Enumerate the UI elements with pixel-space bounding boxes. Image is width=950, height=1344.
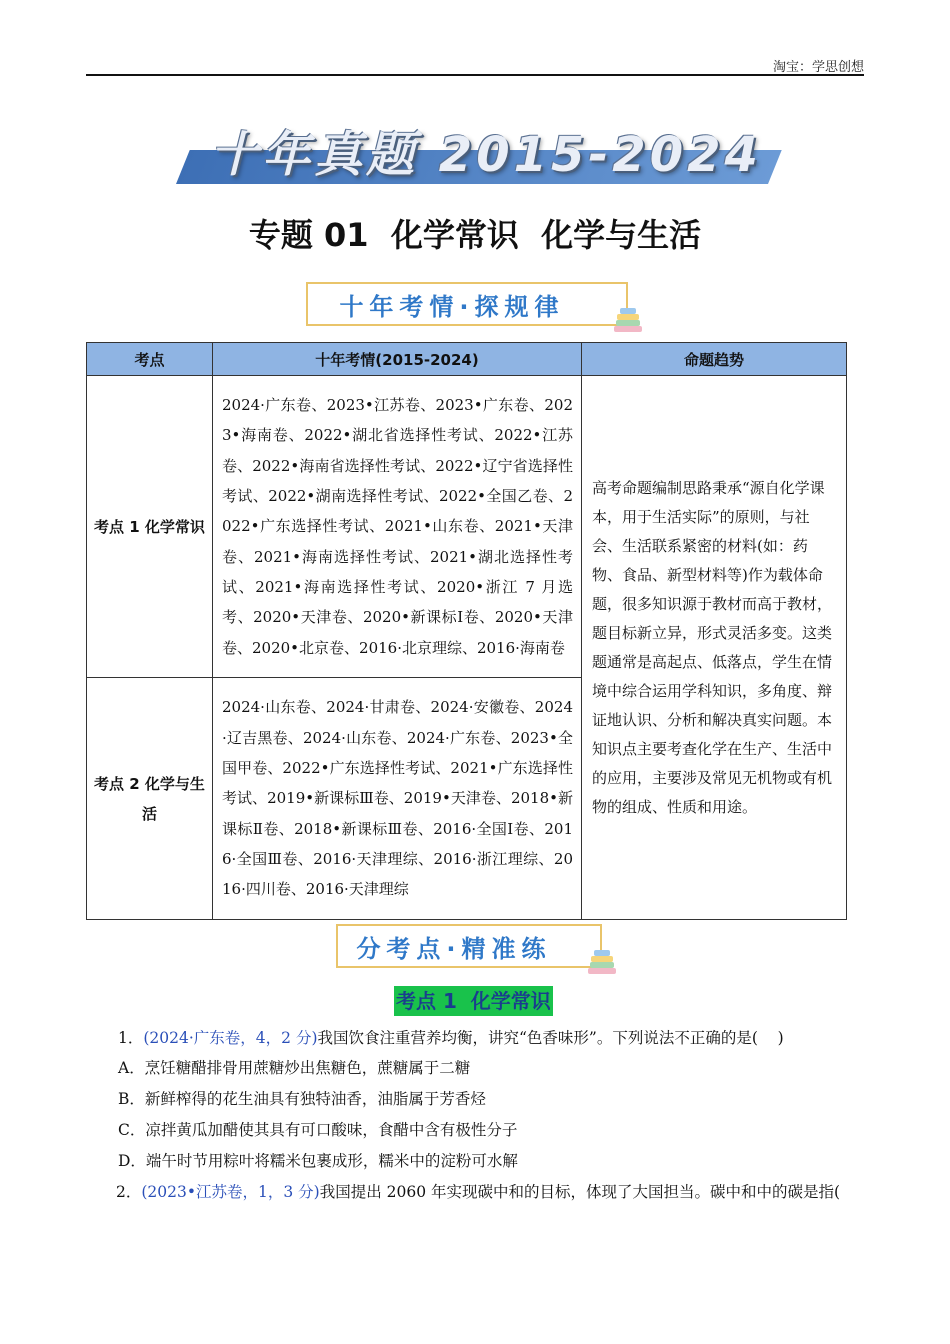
question-stem: 我国提出 2060 年实现碳中和的目标，体现了大国担当。碳中和中的碳是指(	[319, 1183, 841, 1201]
option-a: A．烹饪糖醋排骨用蔗糖炒出焦糖色，蔗糖属于二糖	[118, 1059, 471, 1077]
kp-cell: 考点 1 化学常识	[87, 376, 213, 678]
exam-table	[86, 342, 847, 920]
section-label: 分考点·精准练	[356, 935, 552, 963]
question-number: 2．	[116, 1183, 142, 1201]
years-cell: 2024·广东卷、2023•江苏卷、2023•广东卷、2023•海南卷、2022•湖北省选择性考试、2022•江苏卷、2022•海南省选择性考试、2022•辽宁省选择性考试、2022•湖南选择性考试、2022•全国乙卷、2022•广东选择性考试、2021•山东卷、2021•天津卷、2021•海南选择性考试、2021•湖北选择性考试、2021•海南选择性考试、2020•浙江 7 月选考、2020•天津卷、2020•新课标Ⅰ卷、2020•天津卷、2020•北京卷、2016·北京理综、2016·海南卷	[213, 376, 582, 678]
question-2	[116, 1182, 840, 1202]
table-header-row	[87, 343, 847, 376]
option-c: C．凉拌黄瓜加醋使其具有可口酸味，食醋中含有极性分子	[118, 1121, 518, 1139]
header-shop-text: 淘宝：学思创想	[772, 60, 864, 75]
books-icon	[588, 950, 618, 974]
question-1	[118, 1028, 784, 1048]
section-label-box	[336, 924, 602, 968]
years-cell: 2024·山东卷、2024·甘肃卷、2024·安徽卷、2024·辽吉黑卷、2024·山东卷、2024·广东卷、2023•全国甲卷、2022•广东选择性考试、2021•广东选择性考试、2019•新课标Ⅲ卷、2019•天津卷、2018•新课标Ⅱ卷、2018•新课标Ⅲ卷、2016·全国Ⅰ卷、2016·全国Ⅲ卷、2016·天津理综、2016·浙江理综、2016·四川卷、2016·天津理综	[213, 678, 582, 920]
books-icon	[614, 308, 644, 332]
table-row	[87, 376, 847, 678]
section-label-box	[306, 282, 628, 326]
header-divider	[86, 74, 864, 76]
question-source: (2023•江苏卷，1，3 分)	[141, 1183, 320, 1201]
section-label: 十年考情·探规律	[339, 293, 565, 321]
table-header: 考点	[87, 343, 213, 376]
kp-heading: 考点 1 化学常识	[394, 986, 553, 1016]
table-header: 十年考情(2015-2024)	[213, 343, 582, 376]
question-stem: 我国饮食注重营养均衡，讲究“色香味形”。下列说法不正确的是( )	[317, 1029, 784, 1047]
option-b: B．新鲜榨得的花生油具有独特油香，油脂属于芳香烃	[118, 1090, 486, 1108]
kp-cell: 考点 2 化学与生活	[87, 678, 213, 920]
trend-cell: 高考命题编制思路秉承“源自化学课本，用于生活实际”的原则，与社会、生活联系紧密的材料(如：药物、食品、新型材料等)作为载体命题，很多知识源于教材而高于教材，题目标新立异，形式灵活多变。这类题通常是高起点、低落点，学生在情境中综合运用学科知识，多角度、辩证地认识、分析和解决真实问题。本知识点主要考查化学在生产、生活中的应用，主要涉及常见无机物或有机物的组成、性质和用途。	[582, 376, 847, 920]
banner-title: 十年真题 2015-2024	[210, 127, 762, 183]
page-title: 专题 01 化学常识 化学与生活	[248, 216, 702, 254]
table-header: 命题趋势	[582, 343, 847, 376]
option-d: D．端午时节用粽叶将糯米包裹成形，糯米中的淀粉可水解	[118, 1152, 518, 1170]
question-number: 1．	[118, 1029, 144, 1047]
banner	[176, 112, 776, 188]
question-source: (2024·广东卷，4，2 分)	[143, 1029, 318, 1047]
